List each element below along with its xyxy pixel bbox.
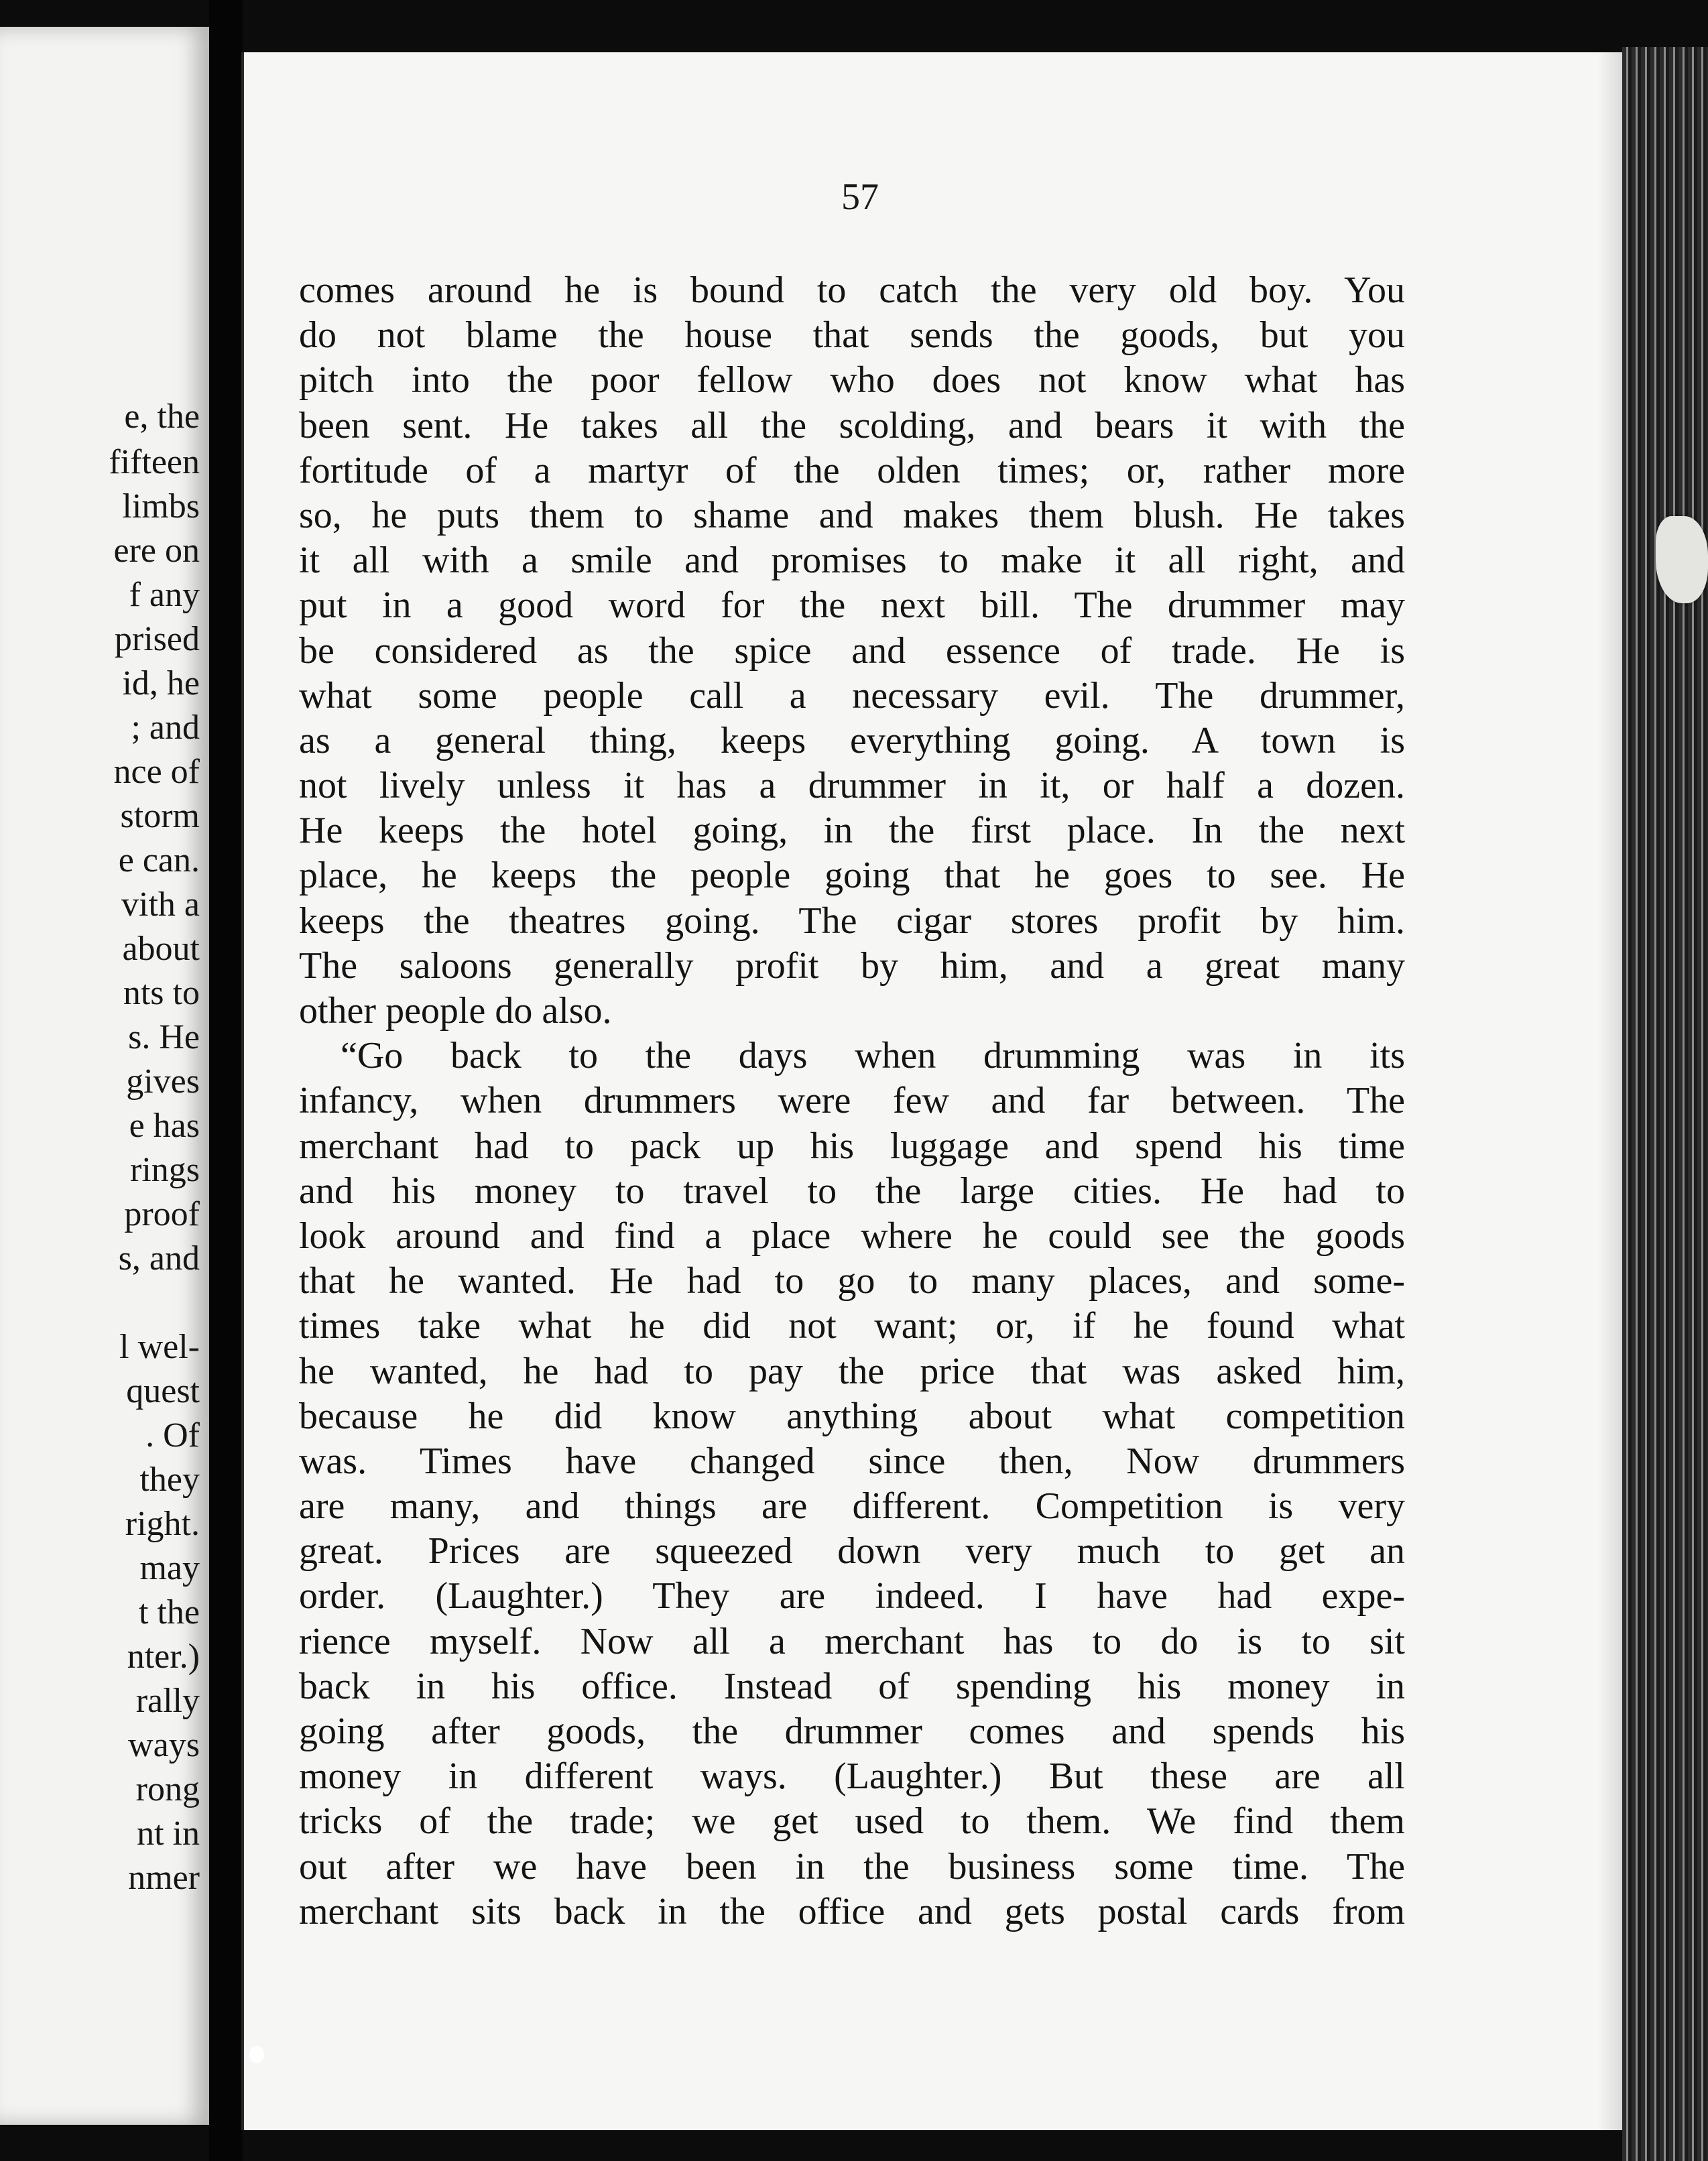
text-line: because he did know anything about what competition — [299, 1395, 1405, 1437]
left-page-line: storm — [120, 797, 200, 835]
left-page-line: nter.) — [127, 1638, 200, 1676]
text-line: that he wanted. He had to go to many places, and some- — [299, 1260, 1405, 1302]
left-page-line: proof — [124, 1195, 200, 1233]
left-page-line: gives — [126, 1062, 200, 1101]
text-line: put in a good word for the next bill. The drummer may — [299, 584, 1405, 627]
left-page-line: ; and — [131, 708, 200, 747]
left-page-line: f any — [129, 576, 200, 614]
previous-page-fragment — [0, 27, 209, 2125]
left-page-line: rings — [130, 1151, 200, 1189]
book-gutter — [209, 0, 243, 2161]
left-page-line: e has — [129, 1107, 200, 1145]
page-edge-stack — [1622, 47, 1708, 2161]
left-page-line: rong — [135, 1770, 200, 1808]
left-page-line: s, and — [118, 1239, 200, 1278]
text-line: merchant sits back in the office and gets postal cards from — [299, 1890, 1405, 1932]
text-line: merchant had to pack up his luggage and spend his time — [299, 1125, 1405, 1167]
left-page-line: rally — [135, 1682, 200, 1720]
left-page-line: prised — [114, 620, 200, 658]
left-page-line: ways — [128, 1726, 200, 1764]
left-page-line: they — [139, 1461, 200, 1499]
left-page-line: l wel- — [119, 1328, 200, 1366]
text-line: it all with a smile and promises to make it all right, and — [299, 540, 1405, 582]
left-page-line: quest — [126, 1372, 200, 1410]
paper-tear — [1656, 516, 1708, 603]
text-line: great. Prices are squeezed down very much to get an — [299, 1530, 1405, 1572]
text-line: do not blame the house that sends the goods, but you — [299, 314, 1405, 357]
page-number: 57 — [841, 176, 879, 218]
left-page-line: may — [139, 1549, 200, 1587]
text-line: money in different ways. (Laughter.) But these are all — [299, 1755, 1405, 1798]
text-line: He keeps the hotel going, in the first place. In the next — [299, 810, 1405, 852]
left-page-line: . Of — [145, 1416, 200, 1455]
text-line: comes around he is bound to catch the very old boy. You — [299, 269, 1405, 311]
left-page-line: fifteen — [109, 443, 200, 481]
text-line: infancy, when drummers were few and far between. The — [299, 1080, 1405, 1122]
text-line: so, he puts them to shame and makes them blush. He takes — [299, 494, 1405, 536]
scan-speck — [249, 2046, 264, 2063]
left-page-line: t the — [139, 1593, 200, 1631]
left-page-line: right. — [125, 1505, 200, 1543]
left-page-line: id, he — [122, 664, 200, 702]
text-line: The saloons generally profit by him, and a great many — [299, 944, 1405, 987]
text-line: was. Times have changed since then, Now drummers — [299, 1440, 1405, 1482]
text-line: times take what he did not want; or, if he found what — [299, 1305, 1405, 1347]
left-page-line: limbs — [122, 487, 200, 526]
text-line: out after we have been in the business some time. The — [299, 1845, 1405, 1888]
text-line: look around and find a place where he could see the goods — [299, 1215, 1405, 1257]
page-body-text — [299, 268, 1405, 1934]
text-line: fortitude of a martyr of the olden times; or, rather more — [299, 449, 1405, 491]
text-line: are many, and things are different. Competition is very — [299, 1485, 1405, 1528]
text-line: not lively unless it has a drummer in it, or half a dozen. — [299, 765, 1405, 807]
text-line: “Go back to the days when drumming was in its — [341, 1035, 1405, 1077]
text-line: place, he keeps the people going that he goes to see. He — [299, 855, 1405, 897]
text-line: tricks of the trade; we get used to them. We find them — [299, 1800, 1405, 1843]
text-line: be considered as the spice and essence of trade. He is — [299, 629, 1405, 672]
text-line: and his money to travel to the large cities. He had to — [299, 1170, 1405, 1212]
text-line: what some people call a necessary evil. The drummer, — [299, 674, 1405, 717]
text-line: been sent. He takes all the scolding, and bears it with the — [299, 404, 1405, 446]
left-page-line: ere on — [113, 532, 200, 570]
left-page-line: s. He — [128, 1018, 200, 1056]
text-line: back in his office. Instead of spending his money in — [299, 1665, 1405, 1707]
left-page-line: e can. — [118, 841, 200, 879]
text-line: keeps the theatres going. The cigar stores profit by him. — [299, 900, 1405, 942]
left-page-line: about — [122, 930, 200, 968]
text-line: order. (Laughter.) They are indeed. I have had expe- — [299, 1575, 1405, 1617]
left-page-line: nts to — [123, 974, 200, 1012]
text-line: rience myself. Now all a merchant has to do is to sit — [299, 1620, 1405, 1662]
left-page-line: nmer — [128, 1859, 200, 1897]
text-line: going after goods, the drummer comes and spends his — [299, 1711, 1405, 1752]
left-page-line: nt in — [137, 1814, 200, 1853]
text-line: pitch into the poor fellow who does not know what has — [299, 359, 1405, 402]
left-page-line: nce of — [113, 753, 200, 791]
left-page-line: vith a — [121, 885, 200, 924]
text-line: other people do also. — [299, 990, 612, 1032]
left-page-line: e, the — [124, 397, 200, 436]
text-line: as a general thing, keeps everything going. A town is — [299, 719, 1405, 761]
text-line: he wanted, he had to pay the price that was asked him, — [299, 1350, 1405, 1392]
